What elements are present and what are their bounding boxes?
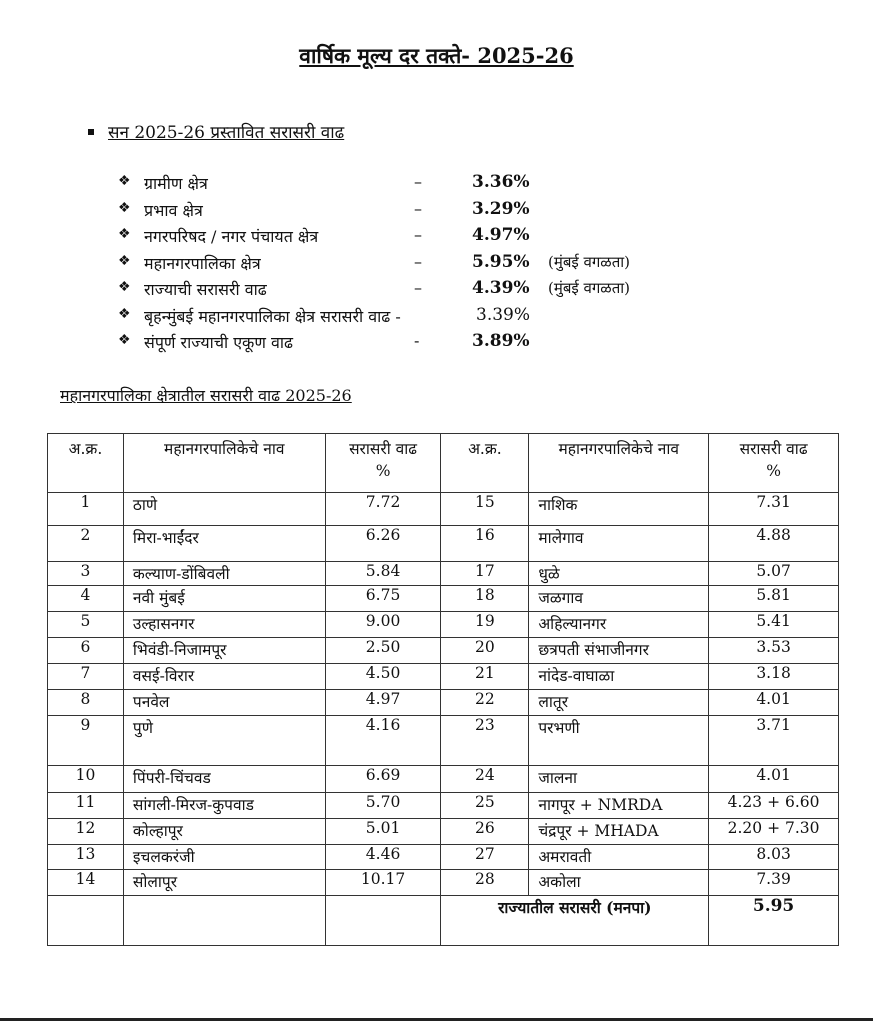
table-row: [48, 526, 839, 562]
corporation-name-cell: सोलापूर: [123, 870, 325, 896]
rate-label: प्रभाव क्षेत्र: [144, 200, 203, 220]
rate-cell: 6.75: [325, 586, 441, 612]
rate-label: बृहन्मुंबई महानगरपालिका क्षेत्र सरासरी वाढ -: [144, 306, 401, 326]
table-row: [48, 493, 839, 526]
serial-cell: 22: [441, 690, 529, 716]
rate-cell: 4.46: [325, 845, 441, 870]
corporation-name-cell: नाशिक: [529, 493, 709, 526]
rate-cell: 5.84: [325, 562, 441, 586]
table-row: [48, 870, 839, 896]
rate-cell: 6.26: [325, 526, 441, 562]
corporation-name-cell: मिरा-भाईंदर: [123, 526, 325, 562]
rate-cell: 2.20 + 7.30: [709, 819, 839, 845]
rate-item: [118, 199, 678, 226]
empty-cell: [48, 896, 124, 946]
rate-value: 4.39%: [472, 278, 530, 298]
rate-cell: 4.50: [325, 664, 441, 690]
serial-cell: 13: [48, 845, 124, 870]
table-row: [48, 766, 839, 793]
serial-cell: 14: [48, 870, 124, 896]
rate-label: नगरपरिषद / नगर पंचायत क्षेत्र: [144, 227, 319, 246]
serial-cell: 18: [441, 586, 529, 612]
rate-dash: –: [414, 225, 422, 244]
table-row: [48, 819, 839, 845]
rate-cell: 2.50: [325, 638, 441, 664]
serial-cell: 3: [48, 562, 124, 586]
rate-cell: 4.01: [709, 690, 839, 716]
corporation-name-cell: अहिल्यानगर: [529, 612, 709, 638]
rate-note: (मुंबई वगळता): [548, 279, 630, 297]
header-rate-text: सरासरी वाढ: [739, 440, 808, 458]
serial-cell: 27: [441, 845, 529, 870]
serial-cell: 6: [48, 638, 124, 664]
rate-value: 5.95%: [472, 251, 530, 272]
diamond-bullet-icon: ❖: [118, 226, 131, 242]
header-serial-right: अ.क्र.: [441, 434, 529, 493]
table-row: [48, 586, 839, 612]
page-bottom-rule: [0, 1018, 873, 1021]
rate-cell: 9.00: [325, 612, 441, 638]
rate-list: [118, 172, 678, 358]
corporation-name-cell: नवी मुंबई: [123, 586, 325, 612]
serial-cell: 7: [48, 664, 124, 690]
rate-cell: 7.31: [709, 493, 839, 526]
rate-cell: 4.88: [709, 526, 839, 562]
table-header-row: [48, 434, 839, 493]
diamond-bullet-icon: ❖: [118, 199, 131, 216]
serial-cell: 17: [441, 562, 529, 586]
state-average-label: राज्यातील सरासरी (मनपा): [441, 896, 709, 946]
header-serial-left: अ.क्र.: [48, 434, 124, 493]
rate-cell: 4.16: [325, 716, 441, 766]
rate-cell: 8.03: [709, 845, 839, 870]
rate-item: [118, 252, 678, 279]
corporation-name-cell: उल्हासनगर: [123, 612, 325, 638]
corporation-name-cell: नागपूर + NMRDA: [529, 793, 709, 819]
corporation-name-cell: पुणे: [123, 716, 325, 766]
corporation-name-cell: मालेगाव: [529, 526, 709, 562]
serial-cell: 26: [441, 819, 529, 845]
rate-label: महानगरपालिका क्षेत्र: [144, 253, 261, 273]
serial-cell: 10: [48, 766, 124, 793]
corporation-name-cell: अमरावती: [529, 845, 709, 870]
diamond-bullet-icon: ❖: [118, 279, 131, 295]
rate-value: 3.39%: [476, 304, 531, 325]
corporation-name-cell: परभणी: [529, 716, 709, 766]
table-heading: महानगरपालिका क्षेत्रातील सरासरी वाढ 2025-26: [60, 386, 352, 405]
serial-cell: 4: [48, 586, 124, 612]
rate-cell: 4.01: [709, 766, 839, 793]
serial-cell: 5: [48, 612, 124, 638]
table-footer-row: [48, 896, 839, 946]
table-row: [48, 793, 839, 819]
rate-value: 4.97%: [472, 225, 530, 245]
rate-cell: 7.39: [709, 870, 839, 896]
serial-cell: 24: [441, 766, 529, 793]
corporation-name-cell: इचलकरंजी: [123, 845, 325, 870]
rate-cell: 7.72: [325, 493, 441, 526]
serial-cell: 25: [441, 793, 529, 819]
corporation-name-cell: जळगाव: [529, 586, 709, 612]
rate-cell: 5.01: [325, 819, 441, 845]
header-rate-text: सरासरी वाढ: [349, 440, 418, 458]
table-row: [48, 638, 839, 664]
table-row: [48, 664, 839, 690]
rate-item: [118, 278, 678, 305]
corporation-name-cell: अकोला: [529, 870, 709, 896]
rate-item: [118, 225, 678, 252]
rate-value: 3.89%: [472, 331, 530, 351]
serial-cell: 28: [441, 870, 529, 896]
empty-cell: [123, 896, 325, 946]
corporation-name-cell: जालना: [529, 766, 709, 793]
rate-dash: –: [414, 278, 422, 297]
corporation-name-cell: चंद्रपूर + MHADA: [529, 819, 709, 845]
table-row: [48, 562, 839, 586]
header-name-left: महानगरपालिकेचे नाव: [123, 434, 325, 493]
rate-cell: 5.70: [325, 793, 441, 819]
table-row: [48, 845, 839, 870]
serial-cell: 12: [48, 819, 124, 845]
rate-cell: 6.69: [325, 766, 441, 793]
serial-cell: 11: [48, 793, 124, 819]
corporation-name-cell: भिवंडी-निजामपूर: [123, 638, 325, 664]
rate-label: ग्रामीण क्षेत्र: [144, 174, 208, 193]
header-rate-left: [325, 434, 441, 493]
rate-cell: 3.18: [709, 664, 839, 690]
serial-cell: 2: [48, 526, 124, 562]
rate-label: संपूर्ण राज्याची एकूण वाढ: [144, 333, 294, 352]
corporation-name-cell: ठाणे: [123, 493, 325, 526]
rate-cell: 5.41: [709, 612, 839, 638]
rate-dash: -: [414, 331, 420, 350]
serial-cell: 8: [48, 690, 124, 716]
rate-cell: 10.17: [325, 870, 441, 896]
rate-cell: 3.71: [709, 716, 839, 766]
corporation-name-cell: लातूर: [529, 690, 709, 716]
rate-cell: 4.23 + 6.60: [709, 793, 839, 819]
serial-cell: 23: [441, 716, 529, 766]
serial-cell: 19: [441, 612, 529, 638]
corporation-name-cell: कल्याण-डोंबिवली: [123, 562, 325, 586]
rate-cell: 4.97: [325, 690, 441, 716]
serial-cell: 20: [441, 638, 529, 664]
serial-cell: 9: [48, 716, 124, 766]
corporation-name-cell: धुळे: [529, 562, 709, 586]
table-row: [48, 612, 839, 638]
table-row: [48, 716, 839, 766]
header-percent: %: [375, 462, 391, 480]
corporation-name-cell: नांदेड-वाघाळा: [529, 664, 709, 690]
corporation-name-cell: वसई-विरार: [123, 664, 325, 690]
serial-cell: 1: [48, 493, 124, 526]
header-percent: %: [766, 462, 781, 480]
rate-item: [118, 172, 678, 199]
section-heading-text: सन 2025-26 प्रस्तावित सरासरी वाढ: [108, 123, 345, 143]
diamond-bullet-icon: ❖: [118, 305, 131, 322]
square-bullet-icon: [88, 129, 94, 135]
corporation-name-cell: छत्रपती संभाजीनगर: [529, 638, 709, 664]
state-average-value: 5.95: [709, 896, 839, 946]
rate-value: 3.29%: [472, 198, 530, 219]
rate-item: [118, 305, 678, 332]
rate-dash: –: [414, 172, 422, 191]
rate-cell: 3.53: [709, 638, 839, 664]
page-title: वार्षिक मूल्य दर तक्ते- 2025-26: [299, 43, 574, 68]
table-row: [48, 690, 839, 716]
diamond-bullet-icon: ❖: [118, 252, 131, 269]
rate-dash: –: [414, 251, 422, 271]
rate-dash: –: [414, 198, 422, 218]
serial-cell: 21: [441, 664, 529, 690]
header-rate-right: [709, 434, 839, 493]
corporation-name-cell: सांगली-मिरज-कुपवाड: [123, 793, 325, 819]
rate-value: 3.36%: [472, 172, 530, 192]
rate-note: (मुंबई वगळता): [548, 252, 630, 271]
rate-cell: 5.81: [709, 586, 839, 612]
diamond-bullet-icon: ❖: [118, 173, 131, 189]
rate-label: राज्याची सरासरी वाढ: [144, 280, 267, 299]
corporation-name-cell: कोल्हापूर: [123, 819, 325, 845]
empty-cell: [325, 896, 441, 946]
corporation-name-cell: पिंपरी-चिंचवड: [123, 766, 325, 793]
corporation-name-cell: पनवेल: [123, 690, 325, 716]
corporation-table: [47, 433, 839, 946]
rate-item: [118, 331, 678, 358]
serial-cell: 15: [441, 493, 529, 526]
diamond-bullet-icon: ❖: [118, 332, 131, 348]
section-heading: [88, 120, 344, 143]
header-name-right: महानगरपालिकेचे नाव: [529, 434, 709, 493]
rate-cell: 5.07: [709, 562, 839, 586]
serial-cell: 16: [441, 526, 529, 562]
